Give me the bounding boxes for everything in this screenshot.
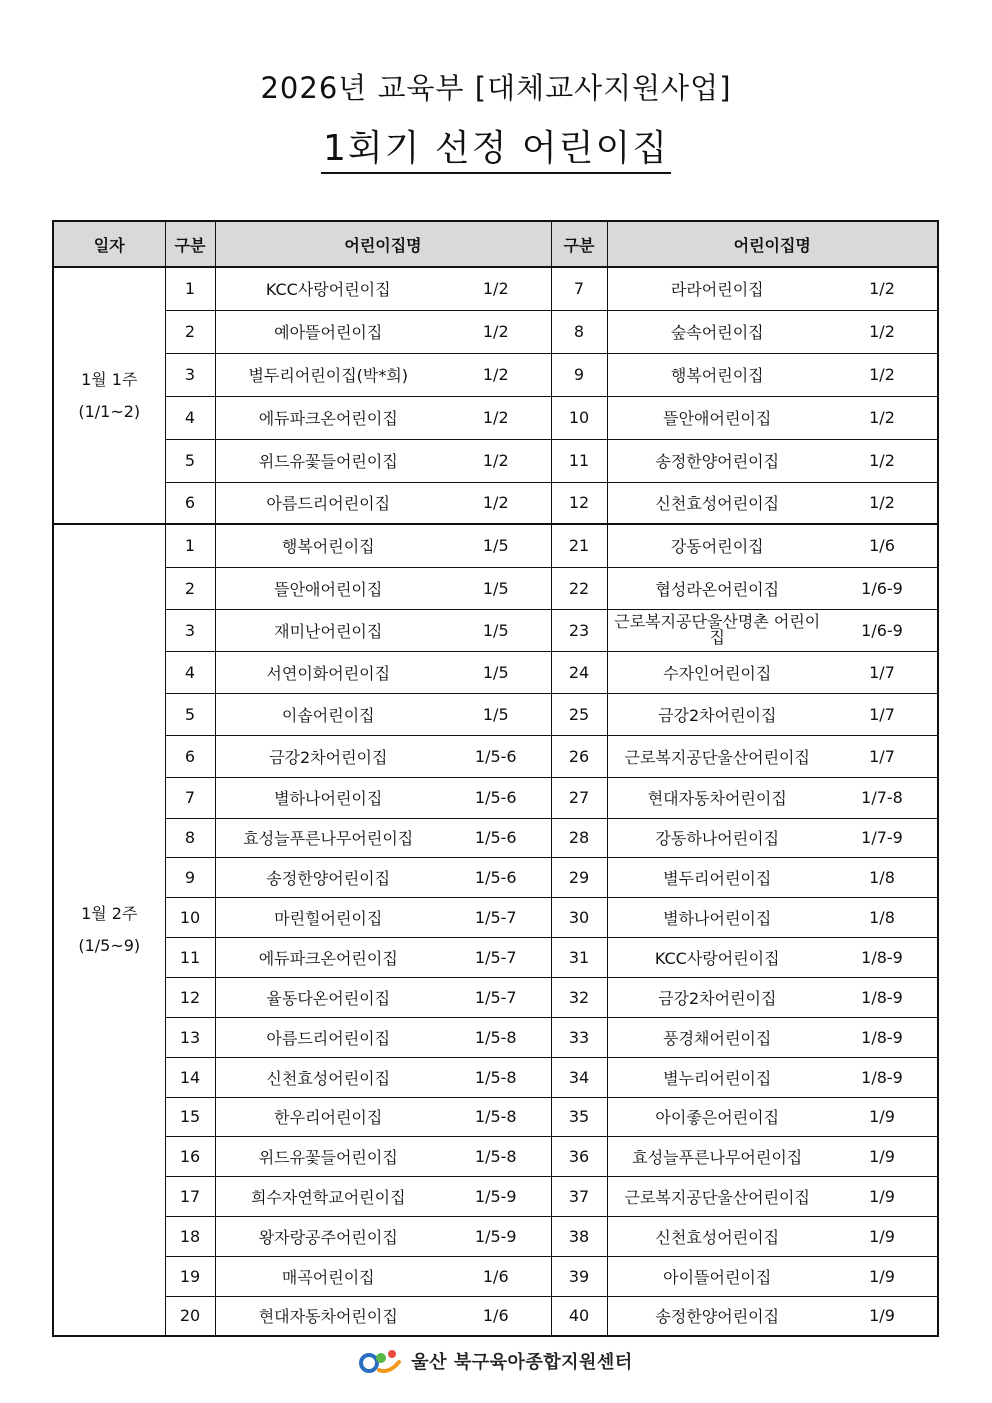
row-number: 40 (551, 1296, 607, 1336)
week-date-cell (53, 267, 165, 524)
row-number: 1 (165, 267, 215, 310)
support-date: 1/8 (827, 897, 938, 937)
row-number: 5 (165, 693, 215, 735)
support-date: 1/2 (441, 267, 551, 310)
daycare-name: 아름드리어린이집 (215, 482, 441, 524)
daycare-name: 신천효성어린이집 (607, 1216, 827, 1256)
table-row (53, 1216, 938, 1256)
support-date: 1/5 (441, 567, 551, 609)
support-date: 1/2 (441, 482, 551, 524)
daycare-name: 에듀파크온어린이집 (215, 396, 441, 439)
support-date: 1/2 (827, 310, 938, 353)
support-date: 1/2 (441, 439, 551, 482)
daycare-name: 신천효성어린이집 (607, 482, 827, 524)
daycare-name: 한우리어린이집 (215, 1097, 441, 1136)
support-date: 1/5-7 (441, 937, 551, 977)
row-number: 3 (165, 609, 215, 651)
header-gubun-2: 구분 (551, 221, 607, 267)
row-number: 25 (551, 693, 607, 735)
support-date: 1/5-7 (441, 897, 551, 937)
support-date: 1/7 (827, 735, 938, 777)
support-date: 1/2 (827, 267, 938, 310)
table-row (53, 1057, 938, 1097)
daycare-name: 협성라온어린이집 (607, 567, 827, 609)
table-row (53, 439, 938, 482)
row-number: 9 (551, 353, 607, 396)
daycare-name: 근로복지공단울산어린이집 (607, 1176, 827, 1216)
row-number: 10 (551, 396, 607, 439)
table-row (53, 1136, 938, 1176)
row-number: 2 (165, 567, 215, 609)
table-row (53, 977, 938, 1017)
table-row (53, 777, 938, 818)
table-row (53, 818, 938, 857)
support-date: 1/8-9 (827, 977, 938, 1017)
row-number: 14 (165, 1057, 215, 1097)
support-date: 1/5 (441, 524, 551, 567)
table-row (53, 735, 938, 777)
daycare-name: 아이좋은어린이집 (607, 1097, 827, 1136)
row-number: 33 (551, 1017, 607, 1057)
row-number: 32 (551, 977, 607, 1017)
week-date-cell (53, 524, 165, 1336)
row-number: 38 (551, 1216, 607, 1256)
daycare-name: 현대자동차어린이집 (607, 777, 827, 818)
support-date: 1/2 (827, 439, 938, 482)
daycare-name: 숲속어린이집 (607, 310, 827, 353)
table-row (53, 567, 938, 609)
support-date: 1/2 (827, 482, 938, 524)
table-row (53, 310, 938, 353)
table-row (53, 396, 938, 439)
row-number: 34 (551, 1057, 607, 1097)
support-date: 1/9 (827, 1296, 938, 1336)
week-label: 1월 2주 (81, 904, 138, 923)
row-number: 7 (165, 777, 215, 818)
support-date: 1/5-9 (441, 1176, 551, 1216)
row-number: 19 (165, 1256, 215, 1296)
daycare-name: 마린힐어린이집 (215, 897, 441, 937)
row-number: 10 (165, 897, 215, 937)
daycare-name: KCC사랑어린이집 (607, 937, 827, 977)
table-row (53, 1296, 938, 1336)
header-name-2: 어린이집명 (607, 221, 938, 267)
support-date: 1/7 (827, 693, 938, 735)
week-range: (1/5~9) (78, 936, 141, 955)
support-date: 1/9 (827, 1136, 938, 1176)
table-row (53, 857, 938, 897)
support-date: 1/5 (441, 651, 551, 693)
row-number: 9 (165, 857, 215, 897)
row-number: 28 (551, 818, 607, 857)
support-date: 1/5-7 (441, 977, 551, 1017)
support-date: 1/6 (441, 1296, 551, 1336)
row-number: 20 (165, 1296, 215, 1336)
daycare-name: 별두리어린이집 (607, 857, 827, 897)
daycare-name: 신천효성어린이집 (215, 1057, 441, 1097)
daycare-name: 위드유꽃들어린이집 (215, 439, 441, 482)
row-number: 6 (165, 735, 215, 777)
row-number: 37 (551, 1176, 607, 1216)
row-number: 16 (165, 1136, 215, 1176)
daycare-name: 근로복지공단울산어린이집 (607, 735, 827, 777)
header-date: 일자 (53, 221, 165, 267)
daycare-name: 재미난어린이집 (215, 609, 441, 651)
daycare-name: 풍경채어린이집 (607, 1017, 827, 1057)
support-date: 1/5 (441, 693, 551, 735)
schedule-body (53, 267, 938, 1336)
support-date: 1/9 (827, 1256, 938, 1296)
support-date: 1/2 (827, 396, 938, 439)
support-date: 1/5-8 (441, 1136, 551, 1176)
table-row (53, 267, 938, 310)
row-number: 7 (551, 267, 607, 310)
table-row (53, 897, 938, 937)
document-subtitle: 1회기 선정 어린이집 (321, 128, 671, 174)
row-number: 6 (165, 482, 215, 524)
support-date: 1/9 (827, 1216, 938, 1256)
support-date: 1/5 (441, 609, 551, 651)
support-date: 1/7 (827, 651, 938, 693)
row-number: 4 (165, 396, 215, 439)
daycare-name: 율동다온어린이집 (215, 977, 441, 1017)
daycare-name: 별하나어린이집 (607, 897, 827, 937)
sc-logo-icon (359, 1346, 403, 1376)
table-row (53, 1017, 938, 1057)
daycare-name: 위드유꽃들어린이집 (215, 1136, 441, 1176)
table-row (53, 1256, 938, 1296)
support-date: 1/9 (827, 1097, 938, 1136)
row-number: 36 (551, 1136, 607, 1176)
daycare-name: 뜰안애어린이집 (215, 567, 441, 609)
support-date: 1/2 (441, 310, 551, 353)
daycare-name: 근로복지공단울산명촌 어린이집 (607, 609, 827, 651)
row-number: 12 (165, 977, 215, 1017)
week-range: (1/1~2) (78, 401, 141, 421)
daycare-name: 왕자랑공주어린이집 (215, 1216, 441, 1256)
table-row (53, 1176, 938, 1216)
daycare-name: 행복어린이집 (215, 524, 441, 567)
schedule-table (52, 220, 939, 1337)
document-title: 2026년 교육부 [대체교사지원사업] (260, 71, 732, 105)
support-date: 1/5-9 (441, 1216, 551, 1256)
daycare-name: 라라어린이집 (607, 267, 827, 310)
daycare-name: 예아뜰어린이집 (215, 310, 441, 353)
support-date: 1/6-9 (827, 609, 938, 651)
row-number: 4 (165, 651, 215, 693)
daycare-name: 별두리어린이집(박*희) (215, 353, 441, 396)
support-date: 1/8-9 (827, 1057, 938, 1097)
table-row (53, 609, 938, 651)
row-number: 8 (165, 818, 215, 857)
support-date: 1/8 (827, 857, 938, 897)
daycare-name: 송정한양어린이집 (215, 857, 441, 897)
table-row (53, 482, 938, 524)
row-number: 39 (551, 1256, 607, 1296)
row-number: 11 (551, 439, 607, 482)
daycare-name: 송정한양어린이집 (607, 1296, 827, 1336)
daycare-name: 강동어린이집 (607, 524, 827, 567)
row-number: 12 (551, 482, 607, 524)
daycare-name: 에듀파크온어린이집 (215, 937, 441, 977)
row-number: 35 (551, 1097, 607, 1136)
daycare-name: 효성늘푸른나무어린이집 (607, 1136, 827, 1176)
footer (0, 1346, 992, 1376)
row-number: 29 (551, 857, 607, 897)
row-number: 8 (551, 310, 607, 353)
daycare-name: 강동하나어린이집 (607, 818, 827, 857)
row-number: 3 (165, 353, 215, 396)
row-number: 22 (551, 567, 607, 609)
daycare-name: 송정한양어린이집 (607, 439, 827, 482)
header-gubun: 구분 (165, 221, 215, 267)
support-date: 1/5-6 (441, 857, 551, 897)
support-date: 1/5-8 (441, 1097, 551, 1136)
daycare-name: 별하나어린이집 (215, 777, 441, 818)
support-date: 1/5-6 (441, 818, 551, 857)
table-row (53, 353, 938, 396)
header-row (53, 221, 938, 267)
table-row (53, 1097, 938, 1136)
row-number: 5 (165, 439, 215, 482)
row-number: 17 (165, 1176, 215, 1216)
daycare-name: 금강2차어린이집 (607, 977, 827, 1017)
support-date: 1/9 (827, 1176, 938, 1216)
support-date: 1/6 (441, 1256, 551, 1296)
row-number: 1 (165, 524, 215, 567)
daycare-name: 뜰안애어린이집 (607, 396, 827, 439)
support-date: 1/2 (827, 353, 938, 396)
support-date: 1/5-6 (441, 735, 551, 777)
row-number: 15 (165, 1097, 215, 1136)
daycare-name: 금강2차어린이집 (215, 735, 441, 777)
week-label: 1월 1주 (81, 369, 138, 389)
support-date: 1/5-8 (441, 1017, 551, 1057)
row-number: 30 (551, 897, 607, 937)
row-number: 13 (165, 1017, 215, 1057)
support-date: 1/6-9 (827, 567, 938, 609)
support-date: 1/5-8 (441, 1057, 551, 1097)
daycare-name: 별누리어린이집 (607, 1057, 827, 1097)
support-date: 1/8-9 (827, 937, 938, 977)
table-row (53, 693, 938, 735)
support-date: 1/5-6 (441, 777, 551, 818)
support-date: 1/2 (441, 396, 551, 439)
daycare-name: 매곡어린이집 (215, 1256, 441, 1296)
support-date: 1/8-9 (827, 1017, 938, 1057)
header-name: 어린이집명 (215, 221, 551, 267)
row-number: 21 (551, 524, 607, 567)
daycare-name: 금강2차어린이집 (607, 693, 827, 735)
row-number: 26 (551, 735, 607, 777)
table-row (53, 524, 938, 567)
row-number: 27 (551, 777, 607, 818)
row-number: 18 (165, 1216, 215, 1256)
support-date: 1/6 (827, 524, 938, 567)
daycare-name: KCC사랑어린이집 (215, 267, 441, 310)
daycare-name: 현대자동차어린이집 (215, 1296, 441, 1336)
row-number: 11 (165, 937, 215, 977)
row-number: 24 (551, 651, 607, 693)
table-row (53, 651, 938, 693)
table-row (53, 937, 938, 977)
daycare-name: 행복어린이집 (607, 353, 827, 396)
support-date: 1/7-9 (827, 818, 938, 857)
support-date: 1/2 (441, 353, 551, 396)
daycare-name: 수자인어린이집 (607, 651, 827, 693)
daycare-name: 서연이화어린이집 (215, 651, 441, 693)
row-number: 23 (551, 609, 607, 651)
support-date: 1/7-8 (827, 777, 938, 818)
daycare-name: 희수자연학교어린이집 (215, 1176, 441, 1216)
daycare-name: 아이뜰어린이집 (607, 1256, 827, 1296)
daycare-name: 효성늘푸른나무어린이집 (215, 818, 441, 857)
org-name: 울산 북구육아종합지원센터 (411, 1352, 633, 1373)
row-number: 31 (551, 937, 607, 977)
daycare-name: 아름드리어린이집 (215, 1017, 441, 1057)
daycare-name: 이솝어린이집 (215, 693, 441, 735)
row-number: 2 (165, 310, 215, 353)
